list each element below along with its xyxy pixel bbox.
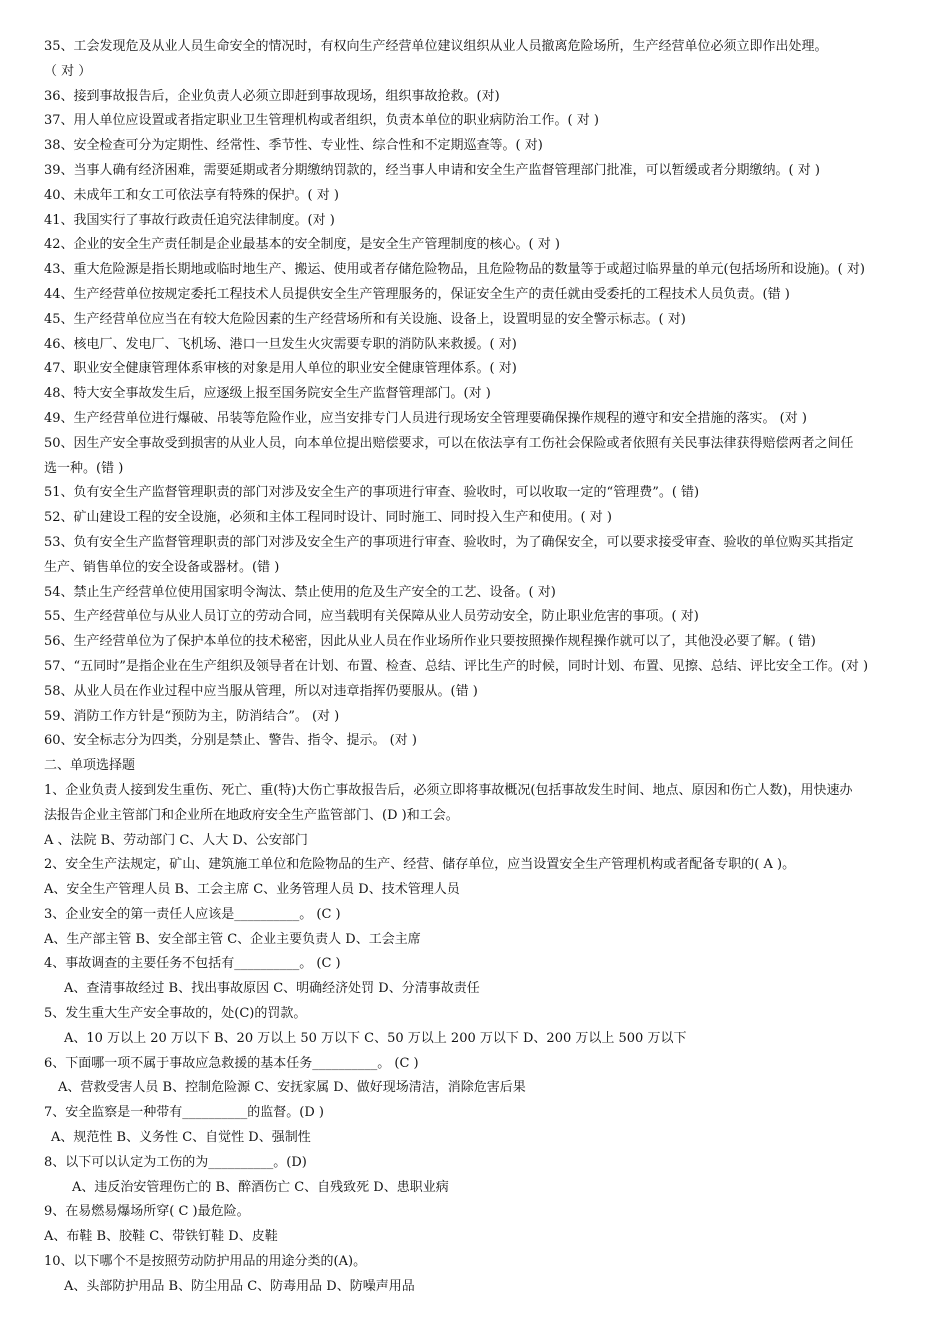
question-60: 60、安全标志分为四类，分别是禁止、警告、指令、提示。 (对 ) [44,733,417,749]
question-50-text: 50、因生产安全事故受到损害的从业人员，向本单位提出赔偿要求，可以在依法享有工伤社会保险或者依照有关民事法律获得赔偿两者之间任 [44,435,854,451]
question-42: 42、企业的安全生产责任制是企业最基本的安全制度，是安全生产管理制度的核心。( 对 ) [44,237,560,253]
choice-3-text: 3、企业安全的第一责任人应该是__________。 (C ) [44,906,341,922]
question-52: 52、矿山建设工程的安全设施，必须和主体工程同时设计、同时施工、同时投入生产和使用。( 对 ) [44,510,612,526]
choice-2-text: 2、安全生产法规定，矿山、建筑施工单位和危险物品的生产、经营、储存单位，应当设置安全生产管理机构或者配备专职的( A )。 [44,857,796,873]
choice-7-text: 7、安全监察是一种带有__________的监督。(D ) [44,1105,324,1121]
question-46: 46、核电厂、发电厂、飞机场、港口一旦发生火灾需要专职的消防队来救援。( 对) [44,336,517,352]
question-59: 59、消防工作方针是“预防为主，防消结合”。 (对 ) [44,708,340,724]
question-53-text: 53、负有安全生产监督管理职责的部门对涉及安全生产的事项进行审查、验收时，为了确保安全，可以要求接受审查、验收的单位购买其指定 [44,534,854,550]
question-38: 38、安全检查可分为定期性、经常性、季节性、专业性、综合性和不定期巡查等。( 对) [44,138,543,154]
choice-6-options: A、营救受害人员 B、控制危险源 C、安抚家属 D、做好现场清洁，消除危害后果 [58,1080,526,1096]
question-47: 47、职业安全健康管理体系审核的对象是用人单位的职业安全健康管理体系。( 对) [44,361,517,377]
choice-1-options: A 、法院 B、劳动部门 C、人大 D、公安部门 [44,832,308,848]
question-40: 40、未成年工和女工可依法享有特殊的保护。( 对 ) [44,187,339,203]
question-58: 58、从业人员在作业过程中应当服从管理，所以对违章指挥仍要服从。(错 ) [44,683,478,699]
question-45: 45、生产经营单位应当在有较大危险因素的生产经营场所和有关设施、设备上，设置明显的安全警示标志。( 对) [44,311,686,327]
section-heading: 二、单项选择题 [44,758,136,774]
question-55: 55、生产经营单位与从业人员订立的劳动合同，应当载明有关保障从业人员劳动安全，防止职业危害的事项。( 对) [44,609,699,625]
choice-1-continued: 法报告企业主管部门和企业所在地政府安全生产监管部门、(D )和工会。 [44,807,459,823]
question-48: 48、特大安全事故发生后，应逐级上报至国务院安全生产监督管理部门。(对 ) [44,386,491,402]
choice-1-text: 1、企业负责人接到发生重伤、死亡、重(特)大伤亡事故报告后，必须立即将事故概况(包括事故发生时间、地点、原因和伤亡人数)，用快速办 [44,782,853,798]
question-44: 44、生产经营单位按规定委托工程技术人员提供安全生产管理服务的，保证安全生产的责任就由受委托的工程技术人员负责。(错 ) [44,286,790,302]
question-49: 49、生产经营单位进行爆破、吊装等危险作业，应当安排专门人员进行现场安全管理要确保操作规程的遵守和安全措施的落实。 (对 ) [44,410,807,426]
choice-9-text: 9、在易燃易爆场所穿( C )最危险。 [44,1204,250,1220]
question-53-continued: 生产、销售单位的安全设备或器材。(错 ) [44,559,280,575]
choice-2-options: A、安全生产管理人员 B、工会主席 C、业务管理人员 D、技术管理人员 [44,882,460,898]
question-56: 56、生产经营单位为了保护本单位的技术秘密，因此从业人员在作业场所作业只要按照操作规程操作就可以了，其他没必要了解。( 错) [44,634,816,650]
document-page [44,35,934,1300]
choice-3-options: A、生产部主管 B、安全部主管 C、企业主要负责人 D、工会主席 [44,931,421,947]
question-51: 51、负有安全生产监督管理职责的部门对涉及安全生产的事项进行审查、验收时，可以收取一定的“管理费”。( 错) [44,485,700,501]
question-35-text: 35、工会发现危及从业人员生命安全的情况时，有权向生产经营单位建议组织从业人员撤离危险场所，生产经营单位必须立即作出处理。 [44,39,828,54]
choice-5-text: 5、发生重大生产安全事故的，处(C)的罚款。 [44,1006,307,1022]
question-41: 41、我国实行了事故行政责任追究法律制度。(对 ) [44,212,335,228]
question-57: 57、“五同时”是指企业在生产组织及领导者在计划、布置、检查、总结、评比生产的时候，同时计划、布置、见擦、总结、评比安全工作。(对 ) [44,658,869,674]
choice-10-text: 10、以下哪个不是按照劳动防护用品的用途分类的(A)。 [44,1254,367,1270]
choice-4-text: 4、事故调查的主要任务不包括有__________。 (C ) [44,956,341,972]
choice-7-options: A、规范性 B、义务性 C、自觉性 D、强制性 [51,1130,311,1146]
question-36: 36、接到事故报告后，企业负责人必须立即赶到事故现场，组织事故抢救。(对) [44,88,500,104]
choice-4-options: A、查清事故经过 B、找出事故原因 C、明确经济处罚 D、分清事故责任 [64,981,480,997]
question-54: 54、禁止生产经营单位使用国家明令淘汰、禁止使用的危及生产安全的工艺、设备。( 对) [44,584,556,600]
question-39: 39、当事人确有经济困难，需要延期或者分期缴纳罚款的，经当事人申请和安全生产监督管理部门批准，可以暂缓或者分期缴纳。( 对 ) [44,162,820,178]
choice-8-options: A、违反治安管理伤亡的 B、醉酒伤亡 C、自残致死 D、患职业病 [72,1179,449,1195]
question-37: 37、用人单位应设置或者指定职业卫生管理机构或者组织，负责本单位的职业病防治工作。( 对 ) [44,113,599,129]
choice-10-options: A、头部防护用品 B、防尘用品 C、防毒用品 D、防噪声用品 [64,1278,415,1294]
choice-8-text: 8、以下可以认定为工伤的为__________。(D) [44,1154,307,1170]
question-43: 43、重大危险源是指长期地或临时地生产、搬运、使用或者存储危险物品，且危险物品的数量等于或超过临界量的单元(包括场所和设施)。( 对) [44,262,865,278]
choice-6-text: 6、下面哪一项不属于事故应急救援的基本任务__________。 (C ) [44,1055,419,1071]
question-35-answer: （ 对 ） [44,63,92,79]
choice-5-options: A、10 万以上 20 万以下 B、20 万以上 50 万以下 C、50 万以上 200 万以下 D、200 万以上 500 万以下 [64,1030,687,1046]
question-50-continued: 选一种。(错 ) [44,460,124,476]
choice-9-options: A、布鞋 B、胶鞋 C、带铁钉鞋 D、皮鞋 [44,1229,278,1245]
